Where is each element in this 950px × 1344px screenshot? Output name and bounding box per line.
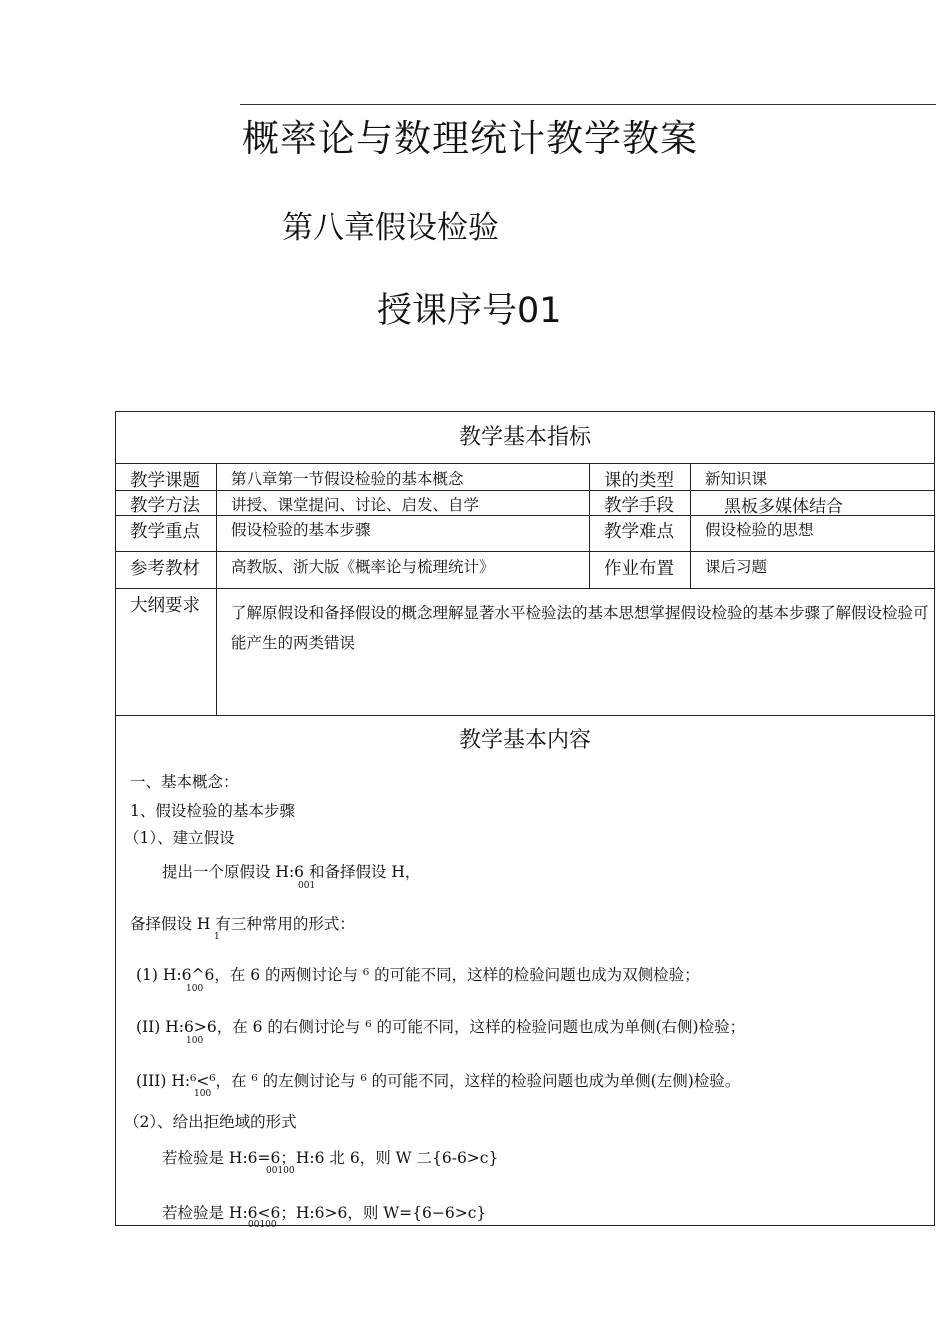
- lesson-plan-table: [115, 411, 935, 1230]
- outline-label: 大纲要求: [130, 596, 200, 616]
- difficulty-value: 假设检验的思想: [705, 521, 814, 539]
- difficulty-label: 教学难点: [604, 522, 674, 542]
- row-divider: [116, 463, 934, 464]
- hypothesis-text: 提出一个原假设 H:6 和备择假设 H，: [162, 863, 421, 881]
- lesson-number: 授课序号01: [377, 291, 562, 331]
- row-divider: [116, 588, 934, 589]
- rejection-region-two: 若检验是 H:6<6；H:6>6，则 W={6−6>c}: [162, 1204, 487, 1222]
- form-two: (II) H:6>6，在 6 的右侧讨论与 ⁶ 的可能不同，这样的检验问题也成为单侧(右侧)检验；: [136, 1018, 746, 1036]
- outline-value: 了解原假设和备择假设的概念理解显著水平检验法的基本思想掌握假设检验的基本步骤了解假设检验可能产生的两类错误: [231, 604, 929, 652]
- key-point-label: 教学重点: [130, 522, 200, 542]
- means-value: 黑板多媒体结合: [724, 497, 843, 517]
- subscript: 100: [194, 1089, 212, 1099]
- topic-value: 第八章第一节假设检验的基本概念: [231, 470, 464, 488]
- subscript: 00100: [248, 1220, 277, 1230]
- content-header: 教学基本内容: [458, 728, 591, 753]
- alternative-text: 备择假设 H 有三种常用的形式：: [130, 915, 355, 933]
- subscript: 100: [186, 1036, 204, 1046]
- method-value: 讲授、课堂提问、讨论、启发、自学: [231, 496, 480, 514]
- header-rule: [240, 104, 936, 105]
- subscript: 001: [298, 881, 316, 891]
- column-divider: [589, 463, 590, 588]
- topic-label: 教学课题: [130, 471, 200, 491]
- subscript: 00100: [266, 1166, 295, 1176]
- form-three: (III) H:⁶<⁶，在 ⁶ 的左侧讨论与 ⁶ 的可能不同，这样的检验问题也成为单侧(左侧)检验。: [136, 1072, 741, 1090]
- key-point-value: 假设检验的基本步骤: [231, 521, 371, 539]
- textbook-value: 高教版、浙大版《概率论与梳理统计》: [231, 558, 495, 576]
- method-label: 教学方法: [130, 496, 200, 516]
- section-heading: 一、基本概念：: [130, 773, 239, 791]
- subscript: 100: [186, 984, 204, 994]
- form-one: (1) H:6^6，在 6 的两侧讨论与 ⁶ 的可能不同，这样的检验问题也成为双侧检验；: [136, 966, 700, 984]
- indicators-header: 教学基本指标: [458, 425, 591, 450]
- rejection-region-one: 若检验是 H:6=6；H:6 北 6，则 W 二{6-6>c}: [162, 1149, 499, 1167]
- column-divider: [690, 463, 691, 588]
- step-heading: （1）、建立假设: [124, 829, 235, 847]
- textbook-label: 参考教材: [130, 559, 200, 579]
- row-divider: [116, 551, 934, 552]
- step-heading: （2）、给出拒绝域的形式: [124, 1113, 297, 1131]
- chapter-title: 第八章假设检验: [282, 210, 499, 246]
- means-label: 教学手段: [604, 496, 674, 516]
- type-label: 课的类型: [604, 471, 674, 491]
- row-divider: [116, 490, 934, 491]
- item-heading: 1、假设检验的基本步骤: [130, 802, 295, 820]
- type-value: 新知识课: [705, 470, 768, 488]
- column-divider: [216, 463, 217, 715]
- subscript: 1: [214, 932, 220, 942]
- document-title: 概率论与数理统计教学教案: [242, 117, 698, 160]
- homework-label: 作业布置: [604, 559, 674, 579]
- row-divider: [116, 715, 934, 716]
- homework-value: 课后习题: [705, 558, 768, 576]
